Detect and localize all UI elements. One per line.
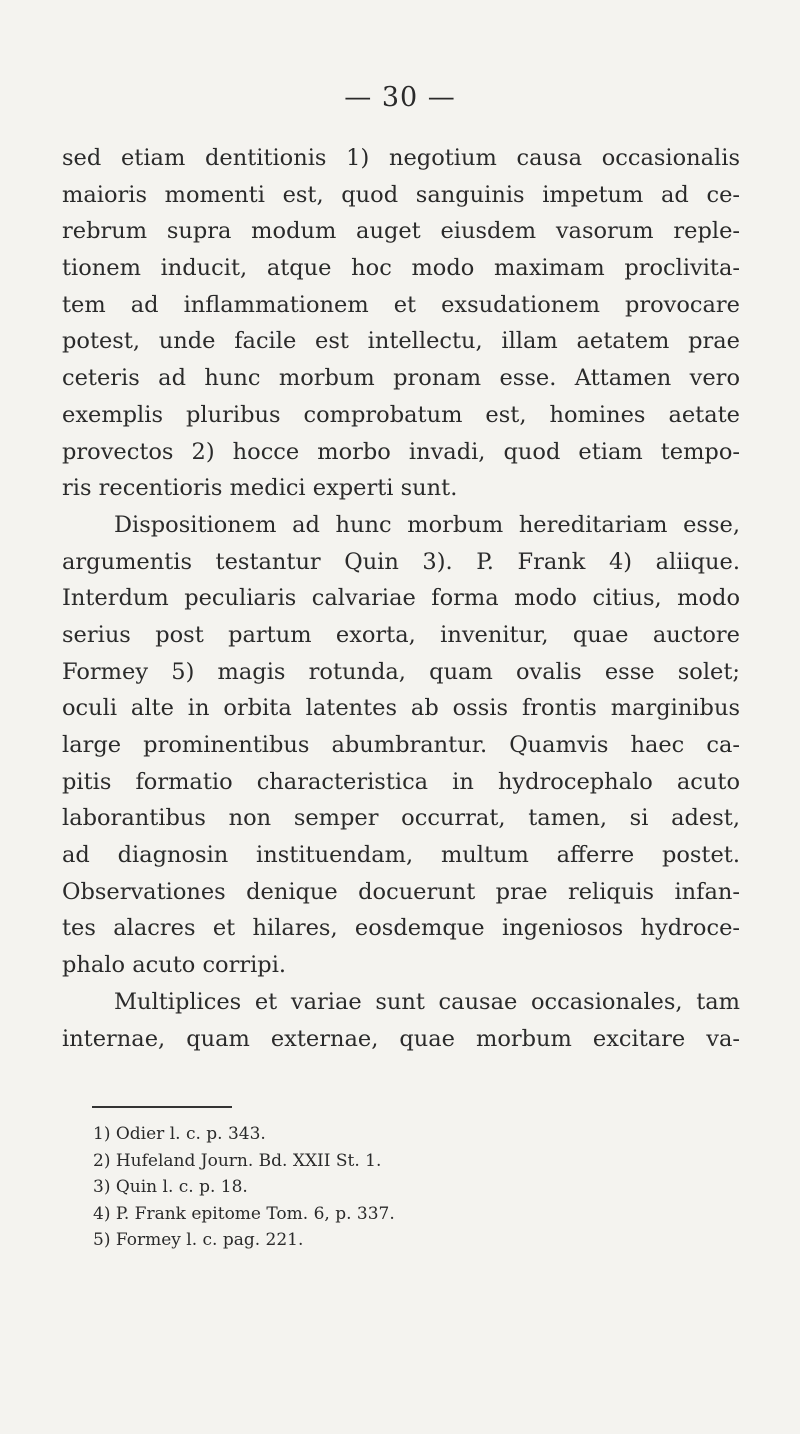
- text-line: large prominentibus abumbrantur. Quamvis haec ca-: [62, 732, 740, 758]
- footnote-divider: [92, 1106, 232, 1108]
- page-number: — 30 —: [344, 82, 456, 113]
- text-line: provectos 2) hocce morbo invadi, quod etiam tempo-: [62, 438, 740, 465]
- text-line: Dispositionem ad hunc morbum hereditariam esse,: [114, 511, 740, 538]
- text-line: pitis formatio characteristica in hydrocephalo acuto: [62, 768, 740, 795]
- footnote: 5) Formey l. c. pag. 221.: [93, 1230, 304, 1250]
- text-line: tionem inducit, atque hoc modo maximam proclivita-: [62, 255, 740, 282]
- text-line: ceteris ad hunc morbum pronam esse. Attamen vero: [62, 365, 740, 392]
- text-line: rebrum supra modum auget eiusdem vasorum reple-: [62, 218, 740, 245]
- text-line: tes alacres et hilares, eosdemque ingeniosos hydroce-: [62, 915, 740, 942]
- text-line: Multiplices et variae sunt causae occasionales, tam: [114, 988, 740, 1015]
- text-line: Formey 5) magis rotunda, quam ovalis esse solet;: [62, 658, 740, 685]
- text-line: laborantibus non semper occurrat, tamen, si adest,: [62, 805, 740, 832]
- text-line: ris recentioris medici experti sunt.: [62, 475, 458, 502]
- text-line: ad diagnosin instituendam, multum afferre postet.: [62, 842, 740, 869]
- text-line: phalo acuto corripi.: [62, 952, 287, 979]
- text-line: sed etiam dentitionis 1) negotium causa occasionalis: [62, 145, 740, 171]
- footnote: 3) Quin l. c. p. 18.: [93, 1177, 248, 1197]
- text-line: serius post partum exorta, invenitur, quae auctore: [62, 621, 740, 648]
- footnote: 2) Hufeland Journ. Bd. XXII St. 1.: [93, 1150, 382, 1171]
- text-line: Interdum peculiaris calvariae forma modo citius, modo: [62, 585, 740, 612]
- text-line: oculi alte in orbita latentes ab ossis frontis marginibus: [62, 695, 740, 722]
- footnotes: [93, 1121, 653, 1254]
- text-line: tem ad inflammationem et exsudationem provocare: [62, 291, 740, 318]
- text-line: maioris momenti est, quod sanguinis impetum ad ce-: [62, 181, 740, 208]
- footnote: 1) Odier l. c. p. 343.: [93, 1124, 266, 1144]
- text-line: internae, quam externae, quae morbum excitare va-: [62, 1025, 740, 1052]
- text-line: potest, unde facile est intellectu, illam aetatem prae: [62, 328, 740, 355]
- text-line: Observationes denique docuerunt prae reliquis infan-: [62, 878, 740, 905]
- footnote: 4) P. Frank epitome Tom. 6, p. 337.: [93, 1203, 395, 1224]
- main-text: [62, 140, 740, 1057]
- text-line: exemplis pluribus comprobatum est, homines aetate: [62, 401, 740, 428]
- text-line: argumentis testantur Quin 3). P. Frank 4) aliique.: [62, 548, 740, 575]
